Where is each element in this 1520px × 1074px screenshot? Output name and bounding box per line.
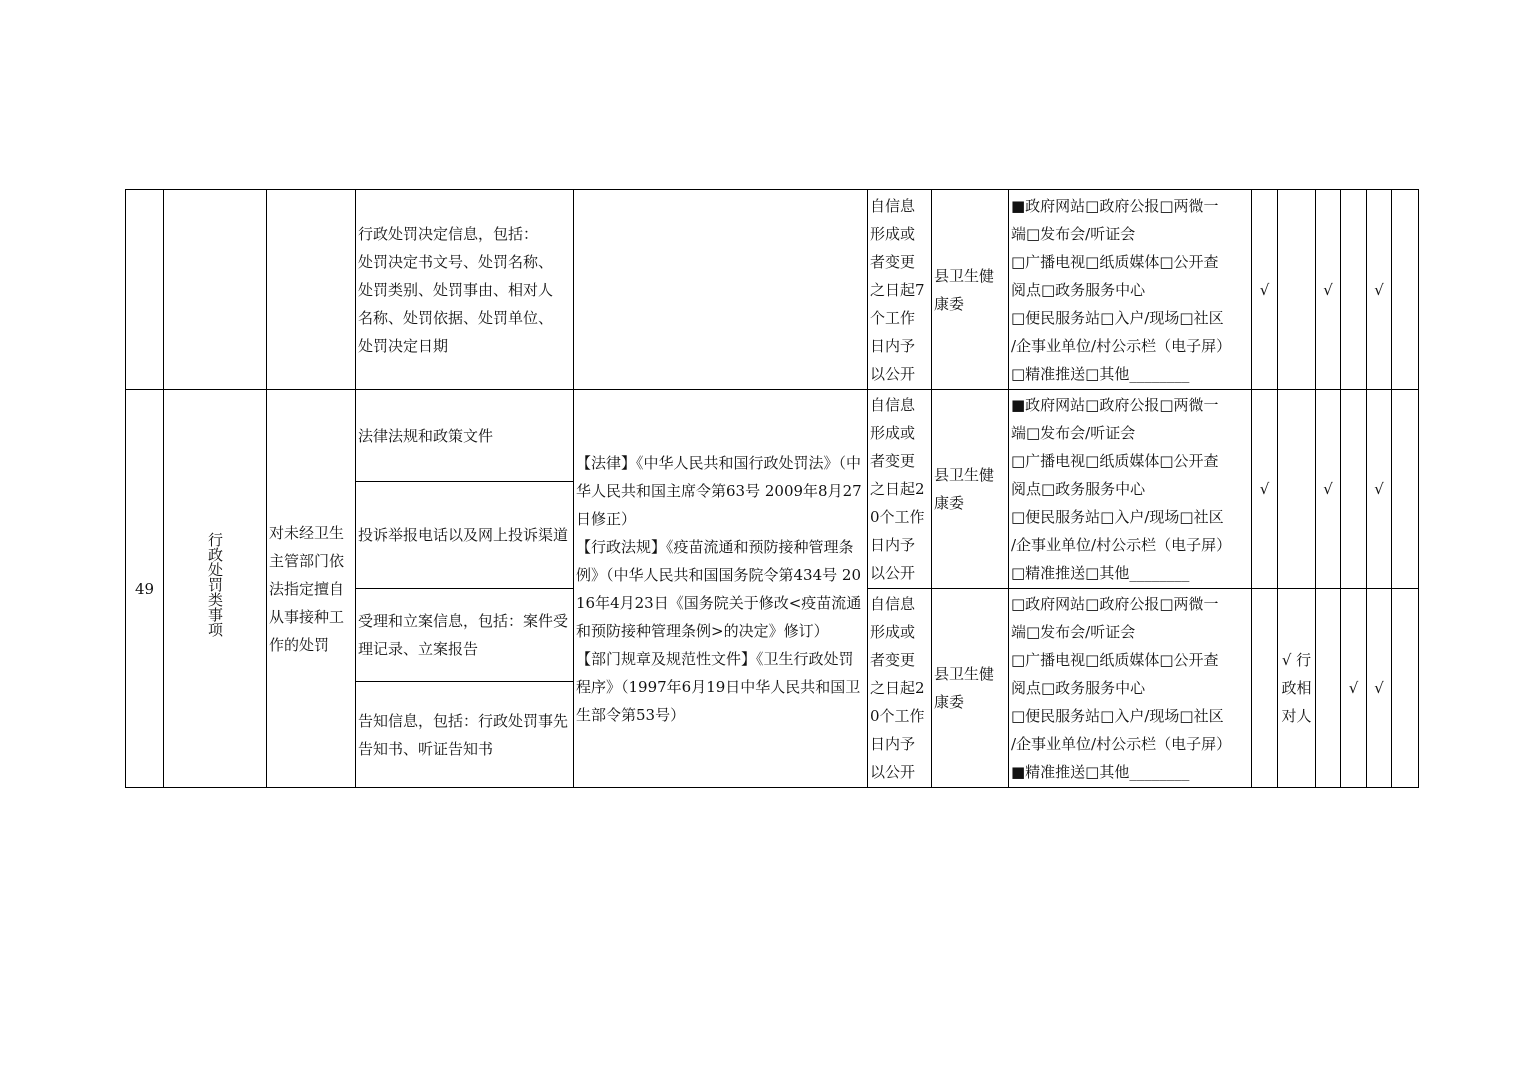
- empty-cell: [126, 190, 164, 390]
- content-line: 名称、处罚依据、处罚单位、: [358, 308, 554, 327]
- check-cell: [1316, 589, 1341, 788]
- table-row: [126, 190, 1419, 390]
- channel-line: /企事业单位/村公示栏（电子屏）: [1011, 536, 1232, 554]
- basis-cell: [574, 190, 868, 390]
- subject-cell: 县卫生健康委: [932, 589, 1009, 788]
- check-cell: [1392, 190, 1419, 390]
- channel-line: /企事业单位/村公示栏（电子屏）: [1011, 336, 1232, 355]
- category-text: 行政处罚类事项: [206, 531, 224, 637]
- content-cell: 受理和立案信息，包括：案件受理记录、立案报告: [356, 589, 574, 682]
- check-cell: [1341, 190, 1367, 390]
- channel-line: □精准推送□其他________: [1011, 564, 1190, 582]
- channel-line: □精准推送□其他________: [1011, 364, 1190, 383]
- channel-line: □广播电视□纸质媒体□公开查: [1011, 252, 1219, 271]
- channel-cell: [1009, 190, 1252, 390]
- content-cell: [356, 190, 574, 390]
- table-row: [126, 390, 1419, 482]
- subject-cell: 县卫生健康委: [932, 190, 1009, 390]
- item-number: 49: [126, 390, 164, 788]
- check-cell: √: [1316, 390, 1341, 589]
- channel-line: □便民服务站□入户/现场□社区: [1011, 308, 1224, 327]
- channel-line: □广播电视□纸质媒体□公开查: [1011, 452, 1219, 470]
- check-cell: [1392, 390, 1419, 589]
- channel-line: /企事业单位/村公示栏（电子屏）: [1011, 735, 1232, 753]
- channel-line: □便民服务站□入户/现场□社区: [1011, 707, 1224, 725]
- channel-line: ■精准推送□其他________: [1011, 763, 1190, 781]
- content-line: 处罚决定日期: [358, 336, 449, 355]
- channel-line: 端□发布会/听证会: [1011, 424, 1136, 442]
- subject-cell: 县卫生健康委: [932, 390, 1009, 589]
- item-name: 对未经卫生主管部门依法指定擅自从事接种工作的处罚: [267, 390, 356, 788]
- check-cell: [1252, 589, 1278, 788]
- basis-cell: [574, 390, 868, 788]
- empty-cell: [267, 190, 356, 390]
- check-cell: [1392, 589, 1419, 788]
- check-cell: √ 行政相对人: [1278, 589, 1316, 788]
- check-cell: √: [1341, 589, 1367, 788]
- channel-line: 阅点□政务服务中心: [1011, 679, 1146, 697]
- check-cell: √: [1252, 190, 1278, 390]
- check-cell: √: [1252, 390, 1278, 589]
- check-cell: √: [1367, 589, 1392, 788]
- channel-line: 阅点□政务服务中心: [1011, 480, 1146, 498]
- channel-line: ■政府网站□政府公报□两微一: [1011, 396, 1219, 414]
- check-cell: √: [1367, 390, 1392, 589]
- channel-line: □便民服务站□入户/现场□社区: [1011, 508, 1224, 526]
- basis-rule: 【部门规章及规范性文件】《卫生行政处罚程序》（1997年6月19日中华人民共和国卫生部令第53号）: [576, 649, 861, 724]
- time-limit-cell: 自信息形成或者变更之日起7个工作日内予以公开: [868, 190, 932, 390]
- channel-line: ■政府网站□政府公报□两微一: [1011, 196, 1219, 215]
- basis-regulation: 【行政法规】《疫苗流通和预防接种管理条例》（中华人民共和国国务院令第434号 2016年4月23日《国务院关于修改<疫苗流通和预防接种管理条例>的决定》修订）: [576, 537, 862, 640]
- content-line: 处罚类别、处罚事由、相对人: [358, 280, 554, 299]
- content-line: 行政处罚决定信息，包括：: [358, 224, 539, 243]
- content-cell: 告知信息，包括：行政处罚事先告知书、听证告知书: [356, 682, 574, 788]
- channel-cell: [1009, 390, 1252, 589]
- channel-line: 端□发布会/听证会: [1011, 224, 1136, 243]
- channel-line: □广播电视□纸质媒体□公开查: [1011, 651, 1219, 669]
- content-cell: 法律法规和政策文件: [356, 390, 574, 482]
- time-limit-cell: 自信息形成或者变更之日起20个工作日内予以公开: [868, 589, 932, 788]
- channel-line: □政府网站□政府公报□两微一: [1011, 595, 1219, 613]
- item-category: [164, 390, 267, 788]
- empty-cell: [164, 190, 267, 390]
- check-cell: √: [1367, 190, 1392, 390]
- time-limit-cell: 自信息形成或者变更之日起20个工作日内予以公开: [868, 390, 932, 589]
- check-cell: √: [1316, 190, 1341, 390]
- check-cell: [1278, 390, 1316, 589]
- channel-line: 端□发布会/听证会: [1011, 623, 1136, 641]
- channel-line: 阅点□政务服务中心: [1011, 280, 1146, 299]
- content-cell: 投诉举报电话以及网上投诉渠道: [356, 482, 574, 589]
- check-cell: [1341, 390, 1367, 589]
- check-cell: [1278, 190, 1316, 390]
- basis-law: 【法律】《中华人民共和国行政处罚法》（中华人民共和国主席令第63号 2009年8月27日修正）: [576, 453, 862, 528]
- disclosure-table: [125, 189, 1419, 788]
- channel-cell: [1009, 589, 1252, 788]
- content-line: 处罚决定书文号、处罚名称、: [358, 252, 554, 271]
